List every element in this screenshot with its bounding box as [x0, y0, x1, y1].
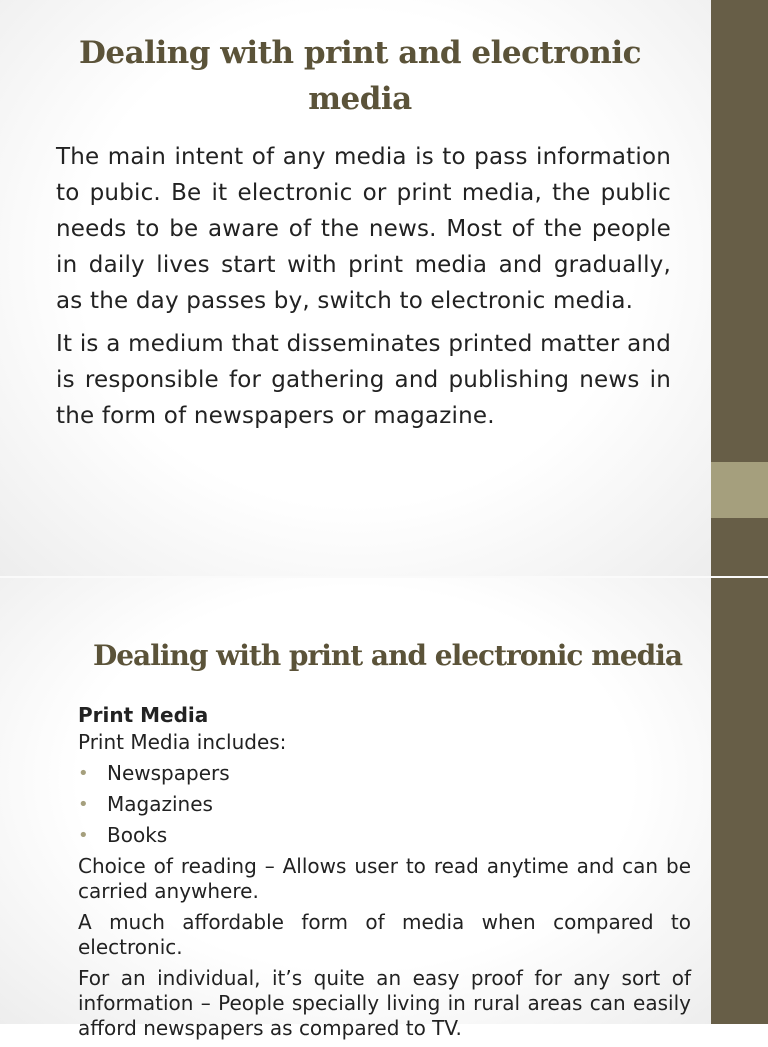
intro-text: Print Media includes:	[78, 730, 287, 754]
section-heading: Print Media	[78, 703, 209, 727]
list-item	[78, 823, 691, 848]
list-item	[78, 792, 691, 817]
slide-2	[0, 578, 711, 1040]
slide-2-paragraph: A much affordable form of media when compared to electronic.	[78, 910, 691, 959]
slide-1-title: Dealing with print and electronic media	[78, 35, 641, 117]
slide-1-paragraph: It is a medium that disseminates printed matter and is responsible for gathering and publishing news in the form of newspapers or magazine.	[56, 331, 671, 429]
slide-2-body	[78, 703, 691, 1047]
list-item-text: Magazines	[107, 792, 213, 816]
slide-2-sidebar	[711, 578, 768, 1024]
slide-2-title: Dealing with print and electronic media	[92, 639, 683, 672]
slide-1-body	[56, 139, 671, 441]
bullet-icon: •	[78, 763, 89, 784]
list-item-text: Newspapers	[107, 761, 230, 785]
slide-1-sidebar	[711, 0, 768, 576]
sidebar-accent-block	[711, 462, 768, 518]
bullet-icon: •	[78, 794, 89, 815]
slide-1-paragraph: The main intent of any media is to pass information to pubic. Be it electronic or print media, the public needs to be aware of the news. Most of the people in daily lives start with print media and gradually, as the day passes by, switch to electronic media.	[56, 144, 671, 314]
list-item-text: Books	[107, 823, 168, 847]
list-item	[78, 761, 691, 786]
bullet-icon: •	[78, 825, 89, 846]
bullet-list	[78, 761, 691, 848]
slide-2-paragraph: For an individual, it’s quite an easy proof for any sort of information – People specially living in rural areas can easily afford newspapers as compared to TV.	[78, 966, 691, 1040]
slide-2-paragraph: Choice of reading – Allows user to read anytime and can be carried anywhere.	[78, 854, 691, 903]
